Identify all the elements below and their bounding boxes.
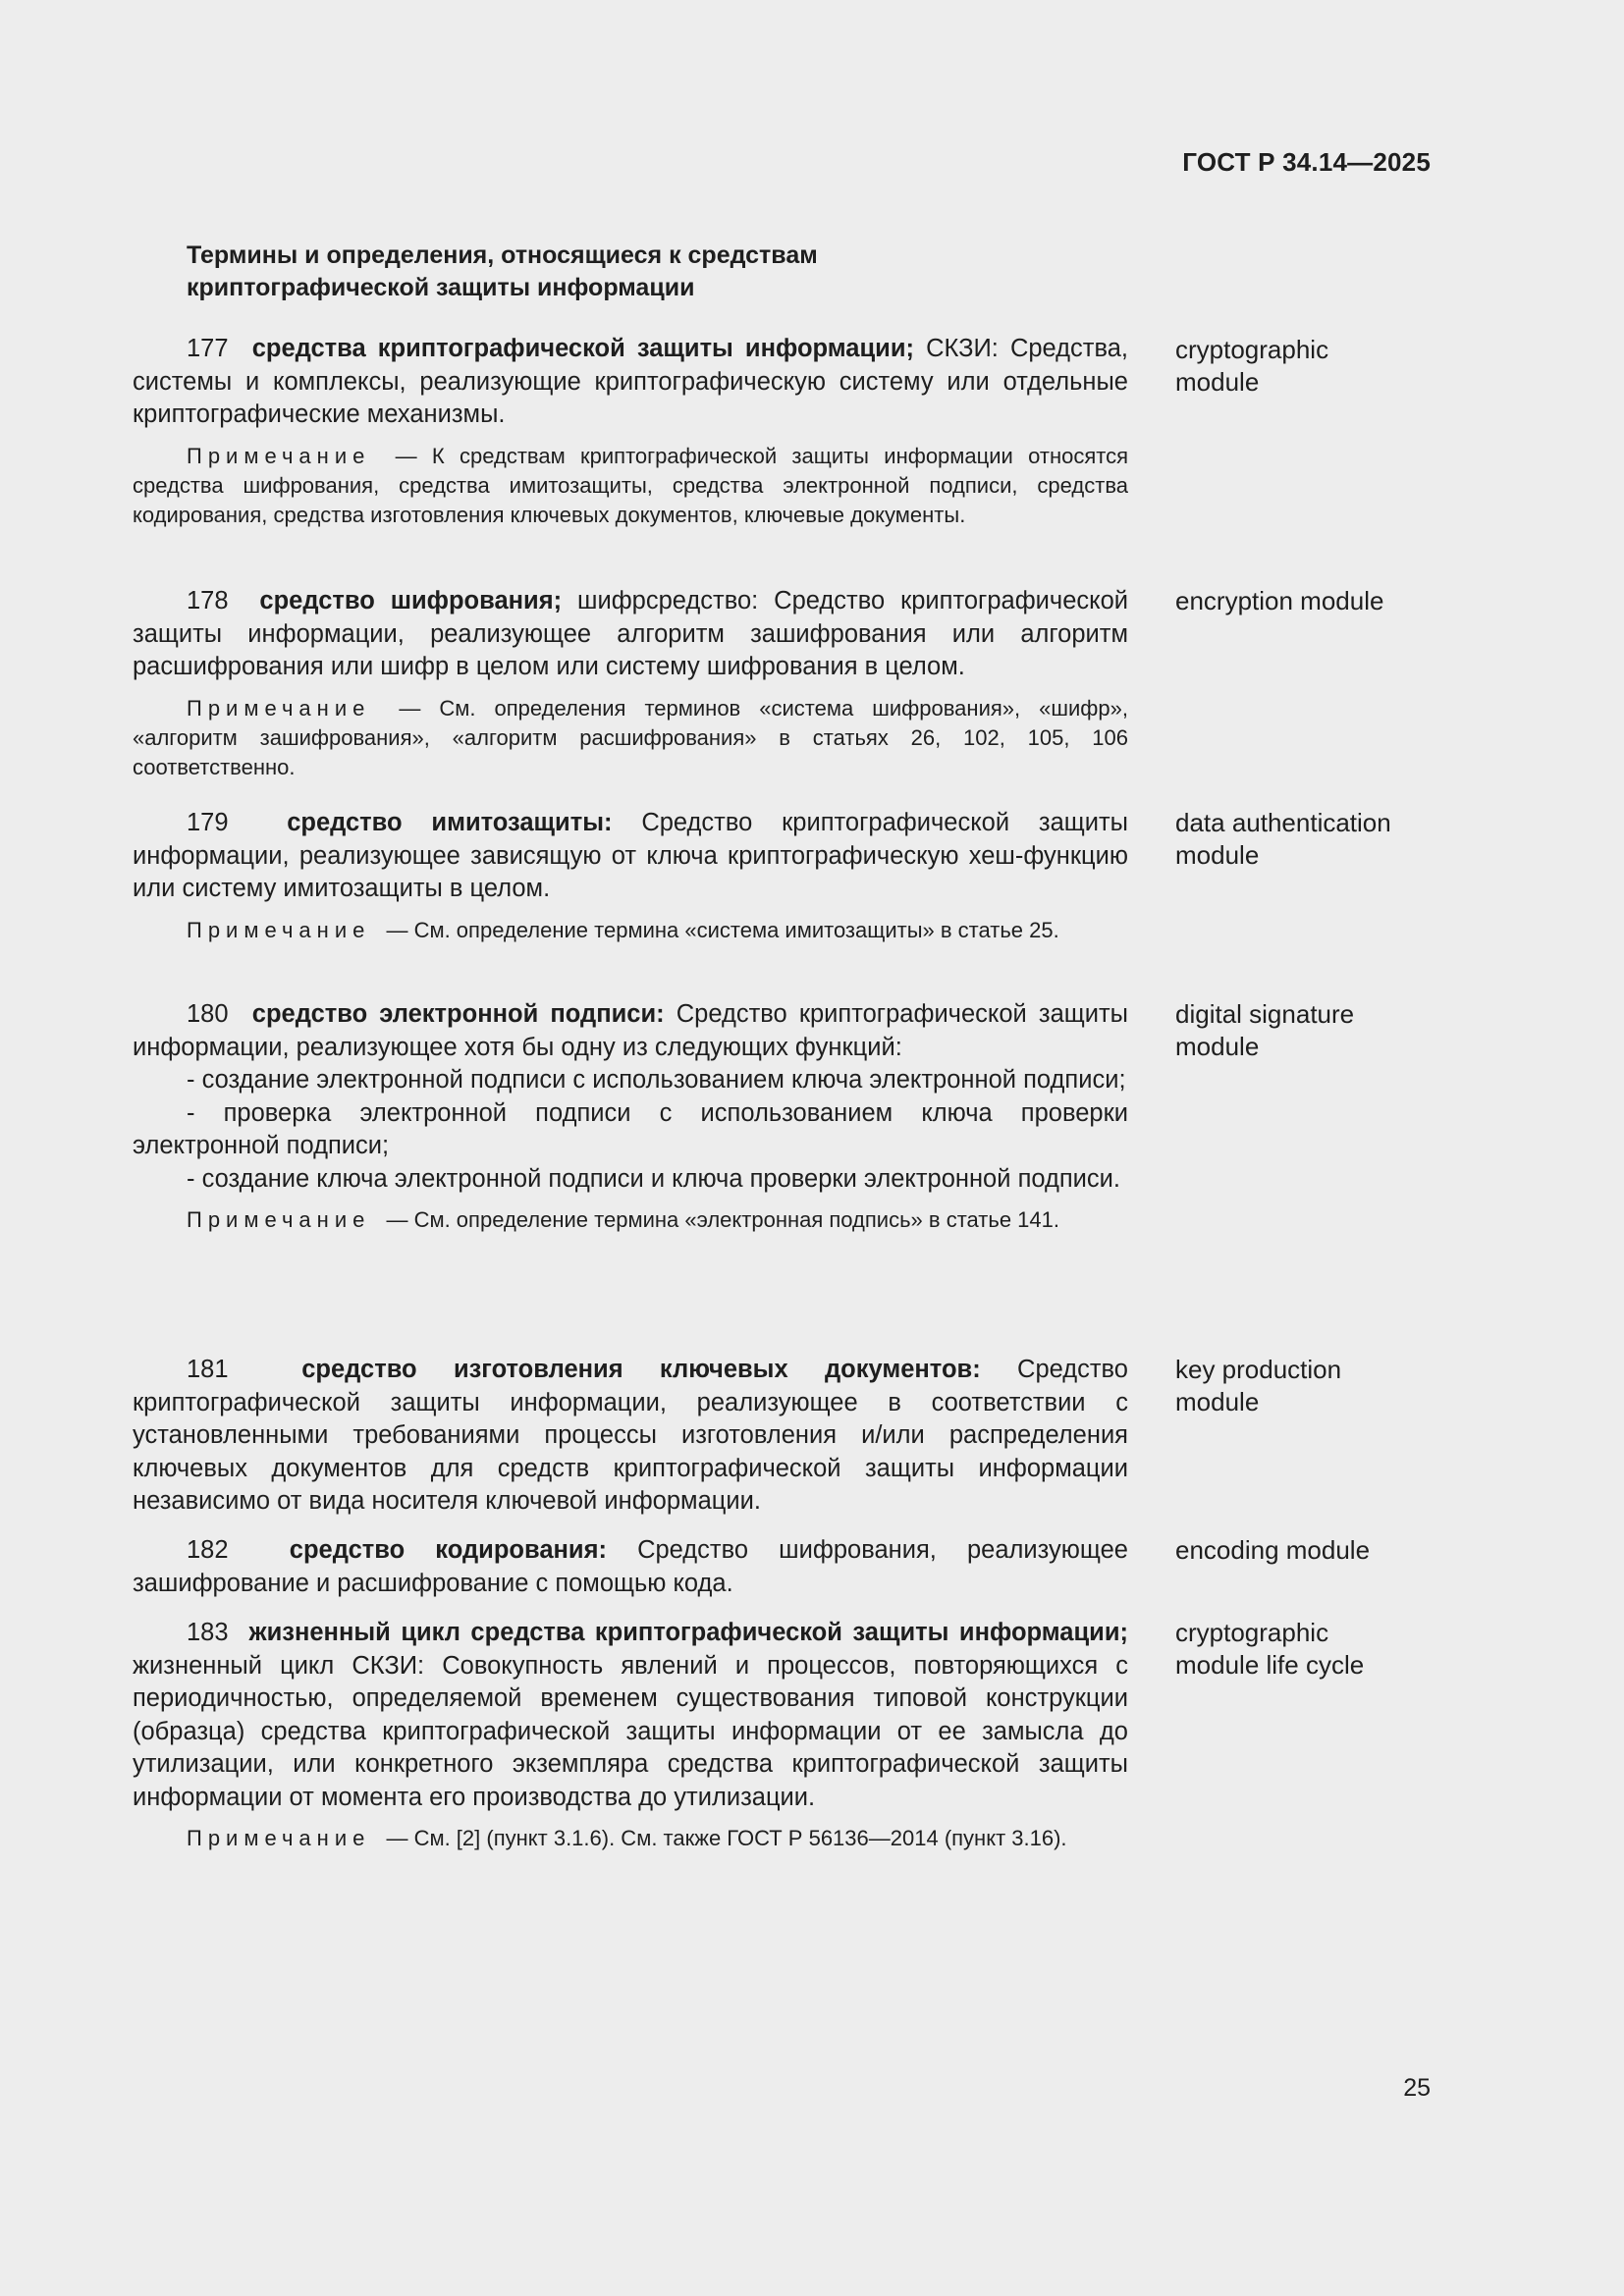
term-definition — [133, 585, 1128, 684]
term-entry-183 — [133, 1617, 1129, 1853]
note-text: — См. определение термина «система имитозащиты» в статье 25. — [380, 917, 1059, 942]
term-entry-180 — [133, 998, 1129, 1235]
term-name: средство кодирования: — [289, 1536, 607, 1564]
term-definition — [133, 333, 1128, 432]
note-label: Примечание — [187, 1207, 371, 1232]
term-name: жизненный цикл средства криптографической защиты информации; — [248, 1619, 1129, 1646]
note-text: — См. определение термина «электронная подпись» в статье 141. — [380, 1207, 1059, 1232]
section-title-line: криптографической защиты информации — [187, 274, 695, 301]
note-label: Примечание — [187, 1826, 371, 1850]
english-equivalent: encoding module — [1175, 1535, 1371, 1565]
term-note — [133, 1205, 1128, 1235]
term-definition — [133, 1534, 1128, 1600]
note-text: — К средствам криптографической защиты информации относятся средства шифрования, средства имитозащиты, средства электронной подписи, средства кодирования, средства изготовления ключевых документов, ключевые документы. — [133, 443, 1128, 527]
term-note — [133, 442, 1128, 530]
term-entry-181 — [133, 1354, 1129, 1519]
term-definition — [133, 807, 1128, 906]
term-number: 180 — [187, 1000, 229, 1028]
term-name: средство электронной подписи: — [251, 1000, 665, 1028]
english-equivalent: data authentication module — [1175, 808, 1391, 870]
term-body: Средство криптографической защиты информации, реализующее хотя бы одну из следующих функций: — [133, 1000, 1128, 1061]
term-name: средство имитозащиты: — [287, 809, 613, 836]
note-label: Примечание — [187, 917, 371, 942]
term-entry-182 — [133, 1534, 1129, 1600]
term-body: Средство криптографической защиты информации, реализующее зависящую от ключа криптографическую хеш-функцию или систему имитозащиты в целом. — [133, 809, 1128, 902]
term-body: СКЗИ: Средства, системы и комплексы, реализующие криптографическую систему или отдельные криптографические механизмы. — [133, 335, 1129, 428]
english-equivalent: cryptographic module life cycle — [1175, 1618, 1365, 1680]
section-title-line: Термины и определения, относящиеся к средствам — [187, 241, 818, 269]
term-number: 183 — [187, 1619, 229, 1646]
term-name: средство изготовления ключевых документов: — [301, 1356, 981, 1383]
term-number: 181 — [187, 1356, 229, 1383]
term-number: 179 — [187, 809, 229, 836]
term-entry-177 — [133, 333, 1129, 530]
term-number: 178 — [187, 587, 229, 614]
term-definition — [133, 1617, 1128, 1814]
term-entry-178 — [133, 585, 1129, 782]
term-note — [133, 1824, 1128, 1853]
english-equivalent: key production module — [1175, 1355, 1342, 1416]
page-number: 25 — [1403, 2074, 1431, 2102]
list-item: - создание ключа электронной подписи и ключа проверки электронной подписи. — [187, 1164, 1121, 1193]
term-name: средства криптографической защиты информации; — [251, 335, 915, 362]
term-note — [133, 694, 1128, 782]
term-definition — [133, 998, 1128, 1064]
note-label: Примечание — [187, 443, 371, 468]
note-text: — См. [2] (пункт 3.1.6). См. также ГОСТ Р 56136—2014 (пункт 3.16). — [380, 1826, 1067, 1850]
term-note — [133, 916, 1128, 945]
english-equivalent: digital signature module — [1175, 999, 1355, 1061]
note-label: Примечание — [187, 695, 371, 721]
note-text: — См. определения терминов «система шифрования», «шифр», «алгоритм зашифрования», «алгоритм расшифрования» в статьях 26, 102, 105, 106 соответственно. — [133, 695, 1128, 779]
term-number: 177 — [187, 335, 229, 362]
document-code: ГОСТ Р 34.14—2025 — [1182, 147, 1431, 177]
term-name: средство шифрования; — [259, 587, 563, 614]
english-equivalent: encryption module — [1175, 586, 1384, 615]
term-definition — [133, 1354, 1128, 1519]
list-item: - проверка электронной подписи с использованием ключа проверки электронной подписи; — [133, 1098, 1128, 1159]
term-body: Средство криптографической защиты информации, реализующее в соответствии с установленными требованиями процессы изготовления и/или распределения ключевых документов для средств криптографической защиты информации независимо от вида носителя ключевой информации. — [133, 1356, 1128, 1515]
section-title — [187, 240, 972, 304]
term-body: жизненный цикл СКЗИ: Совокупность явлений и процессов, повторяющихся с периодичностью, определяемой временем существования типовой конструкции (образца) средства криптографической защиты информации от ее замысла до утилизации, или конкретного экземпляра средства криптографической защиты информации от момента его производства до утилизации. — [133, 1651, 1128, 1811]
term-number: 182 — [187, 1536, 229, 1564]
english-equivalent: cryptographic module — [1175, 335, 1329, 397]
list-item: - создание электронной подписи с использованием ключа электронной подписи; — [187, 1066, 1126, 1094]
term-body: Средство шифрования, реализующее зашифрование и расшифрование с помощью кода. — [133, 1536, 1128, 1597]
term-body: шифрсредство: Средство криптографической защиты информации, реализующее алгоритм зашифрования или алгоритм расшифрования или шифр в целом или систему шифрования в целом. — [133, 587, 1129, 680]
term-entry-179 — [133, 807, 1129, 945]
